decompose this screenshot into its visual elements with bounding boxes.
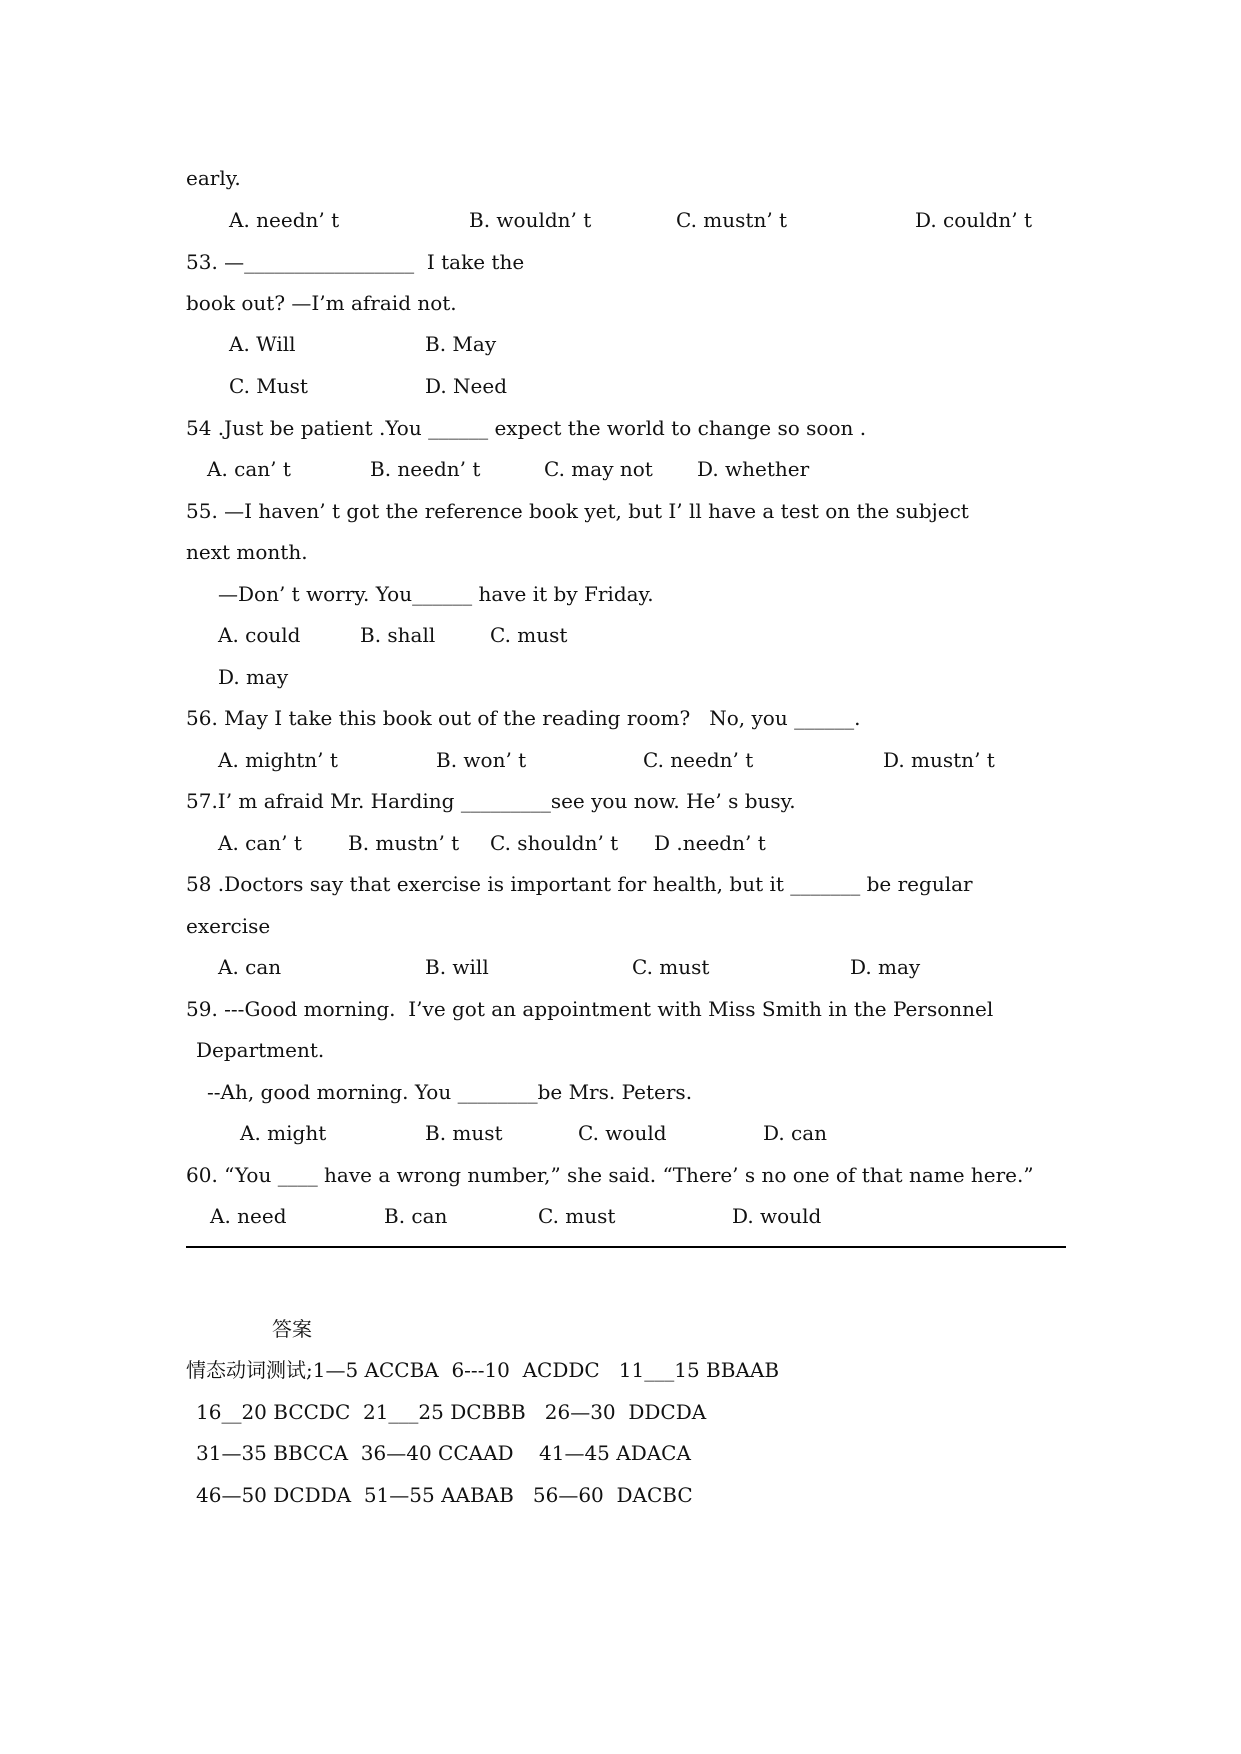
option-53-b: B. May bbox=[425, 332, 497, 356]
option-59-c: C. would bbox=[578, 1121, 667, 1145]
option-52-b: B. wouldn’ t bbox=[469, 208, 592, 232]
option-53-a: A. Will bbox=[229, 332, 296, 356]
option-57-d: D .needn’ t bbox=[654, 831, 766, 855]
option-60-d: D. would bbox=[732, 1204, 822, 1228]
option-58-b: B. will bbox=[425, 955, 489, 979]
question-59-line2: Department. bbox=[196, 1038, 325, 1062]
section-divider bbox=[186, 1246, 1066, 1248]
option-54-a: A. can’ t bbox=[207, 457, 291, 481]
question-55-line3: —Don’ t worry. You______ have it by Friday. bbox=[218, 582, 654, 606]
option-53-d: D. Need bbox=[425, 374, 508, 398]
question-54: 54 .Just be patient .You ______ expect the world to change so soon . bbox=[186, 416, 867, 440]
option-55-b: B. shall bbox=[360, 623, 436, 647]
option-52-d: D. couldn’ t bbox=[915, 208, 1032, 232]
option-55-a: A. could bbox=[218, 623, 301, 647]
question-53-line1: 53. —_________________ I take the bbox=[186, 250, 525, 274]
option-54-d: D. whether bbox=[697, 457, 810, 481]
option-56-a: A. mightn’ t bbox=[218, 748, 338, 772]
option-58-c: C. must bbox=[632, 955, 710, 979]
answer-row-1: 情态动词测试;1—5 ACCBA 6---10 ACDDC 11___15 BBAAB bbox=[186, 1358, 780, 1382]
answer-row-3: 31—35 BBCCA 36—40 CCAAD 41—45 ADACA bbox=[196, 1441, 691, 1465]
option-52-c: C. mustn’ t bbox=[676, 208, 788, 232]
question-55-line1: 55. —I haven’ t got the reference book yet, but I’ ll have a test on the subject bbox=[186, 499, 969, 523]
option-58-a: A. can bbox=[218, 955, 282, 979]
option-55-c: C. must bbox=[490, 623, 568, 647]
question-59-line3: --Ah, good morning. You ________be Mrs. Peters. bbox=[207, 1080, 693, 1104]
question-58-line1: 58 .Doctors say that exercise is important for health, but it _______ be regular bbox=[186, 872, 973, 896]
answer-row-2: 16__20 BCCDC 21___25 DCBBB 26—30 DDCDA bbox=[196, 1400, 707, 1424]
option-58-d: D. may bbox=[850, 955, 921, 979]
option-60-c: C. must bbox=[538, 1204, 616, 1228]
question-58-line2: exercise bbox=[186, 914, 271, 938]
option-57-c: C. shouldn’ t bbox=[490, 831, 619, 855]
option-60-a: A. need bbox=[210, 1204, 287, 1228]
option-53-c: C. Must bbox=[229, 374, 308, 398]
option-59-d: D. can bbox=[763, 1121, 828, 1145]
question-55-line2: next month. bbox=[186, 540, 308, 564]
answer-heading: 答案 bbox=[272, 1317, 312, 1341]
option-57-b: B. mustn’ t bbox=[348, 831, 460, 855]
question-53-line2: book out? —I’m afraid not. bbox=[186, 291, 457, 315]
question-56: 56. May I take this book out of the reading room? No, you ______. bbox=[186, 706, 861, 730]
option-55-d: D. may bbox=[218, 665, 289, 689]
option-57-a: A. can’ t bbox=[218, 831, 302, 855]
option-56-c: C. needn’ t bbox=[643, 748, 754, 772]
option-56-b: B. won’ t bbox=[436, 748, 527, 772]
option-54-c: C. may not bbox=[544, 457, 653, 481]
question-59-line1: 59. ---Good morning. I’ve got an appointment with Miss Smith in the Personnel bbox=[186, 997, 994, 1021]
answer-row-4: 46—50 DCDDA 51—55 AABAB 56—60 DACBC bbox=[196, 1483, 693, 1507]
option-54-b: B. needn’ t bbox=[370, 457, 481, 481]
question-60: 60. “You ____ have a wrong number,” she said. “There’ s no one of that name here.” bbox=[186, 1163, 1034, 1187]
option-60-b: B. can bbox=[384, 1204, 448, 1228]
question-52-tail: early. bbox=[186, 166, 241, 190]
option-59-a: A. might bbox=[240, 1121, 327, 1145]
option-52-a: A. needn’ t bbox=[229, 208, 340, 232]
question-57: 57.I’ m afraid Mr. Harding _________see you now. He’ s busy. bbox=[186, 789, 796, 813]
option-59-b: B. must bbox=[425, 1121, 503, 1145]
option-56-d: D. mustn’ t bbox=[883, 748, 995, 772]
